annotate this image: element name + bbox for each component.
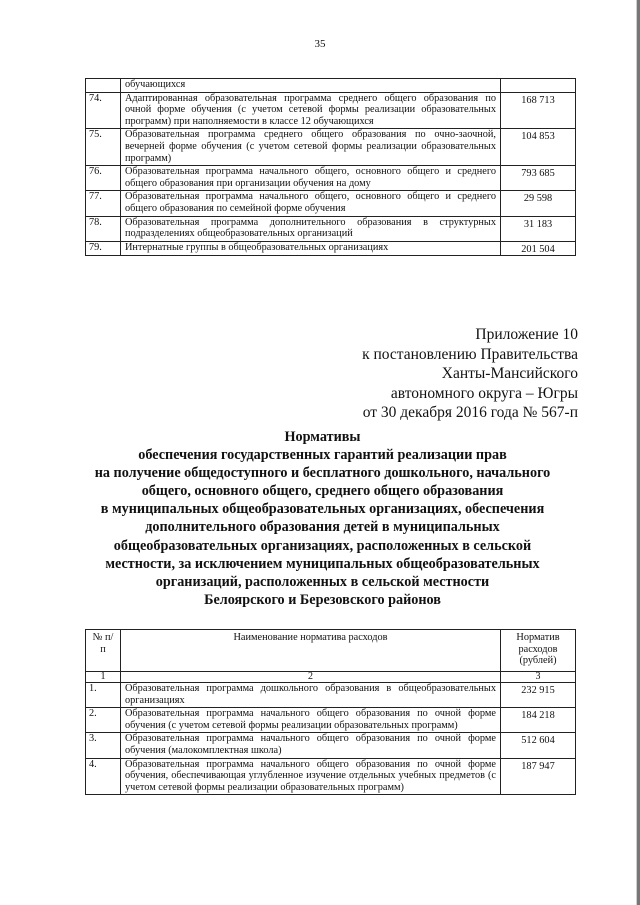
table-row [86, 129, 576, 166]
row-number [86, 79, 121, 93]
attachment-line: от 30 декабря 2016 года № 567-п [362, 404, 578, 421]
title-line: организаций, расположенных в сельской местности [155, 573, 490, 590]
column-index: 1 [86, 672, 121, 683]
row-value: 29 598 [501, 191, 576, 216]
row-name: Образовательная программа начального общего, основного общего и среднего общего образования при организации обучения на дому [121, 166, 501, 191]
header-number: № п/п [86, 630, 121, 672]
column-index: 2 [121, 672, 501, 683]
row-value: 187 947 [501, 758, 576, 795]
title-line: Белоярского и Березовского районов [204, 591, 441, 608]
expense-norms-table [85, 629, 576, 795]
table-row [86, 241, 576, 256]
title-line: Нормативы [284, 429, 361, 445]
table-row [86, 92, 576, 129]
row-value: 184 218 [501, 708, 576, 733]
row-value: 104 853 [501, 129, 576, 166]
title-line: общеобразовательных организациях, расположенных в сельской [113, 537, 532, 554]
row-name: Образовательная программа начального общего образования по очной форме обучения (с учетом сетевой формы реализации образовательных программ) [121, 708, 501, 733]
header-value: Норматив расходов (рублей) [501, 630, 576, 672]
row-value [501, 79, 576, 93]
row-name: Образовательная программа начального общего, основного общего и среднего общего образования по семейной форме обучения [121, 191, 501, 216]
title-line: дополнительного образования детей в муниципальных [145, 519, 500, 536]
row-number: 2. [86, 708, 121, 733]
row-value: 168 713 [501, 92, 576, 129]
attachment-line: автономного округа – Югры [390, 384, 578, 402]
row-value: 232 915 [501, 683, 576, 708]
attachment-header [362, 325, 578, 423]
document-title [60, 428, 585, 609]
row-number: 4. [86, 758, 121, 795]
row-name: Образовательная программа начального общего образования по очной форме обучения, обеспечивающая углубленное изучение отдельных учебных предметов (с учетом сетевой формы реализации образовательных программ) [121, 758, 501, 795]
page-number: 35 [314, 38, 326, 50]
row-number: 3. [86, 733, 121, 758]
title-line: в муниципальных общеобразовательных организациях, обеспечения [100, 501, 545, 518]
table-row [86, 683, 576, 708]
title-line: общего, основного общего, среднего общего образования [141, 483, 504, 500]
row-name: обучающихся [121, 79, 501, 93]
title-line: на получение общедоступного и бесплатного дошкольного, начального [94, 465, 551, 482]
row-number: 78. [86, 216, 121, 241]
expense-norms-table-continued [85, 78, 576, 256]
row-name: Интернатные группы в общеобразовательных организациях [121, 241, 501, 256]
column-index: 3 [501, 672, 576, 683]
row-number: 1. [86, 683, 121, 708]
row-number: 74. [86, 92, 121, 129]
table-row [86, 216, 576, 241]
row-value: 201 504 [501, 241, 576, 256]
row-value: 512 604 [501, 733, 576, 758]
row-name: Образовательная программа дополнительного образования в структурных подразделениях общеобразовательных организаций [121, 216, 501, 241]
row-name: Адаптированная образовательная программа среднего общего образования по очной форме обучения (с учетом сетевой формы реализации образовательных программ) при наполняемости в классе 12 обучающихся [121, 92, 501, 129]
attachment-line: к постановлению Правительства [362, 345, 578, 363]
row-number: 76. [86, 166, 121, 191]
header-name: Наименование норматива расходов [121, 630, 501, 672]
table-row [86, 166, 576, 191]
row-name: Образовательная программа дошкольного образования в общеобразовательных организациях [121, 683, 501, 708]
table-row [86, 191, 576, 216]
table-row [86, 733, 576, 758]
row-value: 31 183 [501, 216, 576, 241]
row-value: 793 685 [501, 166, 576, 191]
title-line: местности, за исключением муниципальных общеобразовательных [105, 555, 540, 572]
row-number: 75. [86, 129, 121, 166]
row-number: 79. [86, 241, 121, 256]
attachment-line: Приложение 10 [475, 326, 578, 343]
column-index-row [86, 672, 576, 683]
table-row [86, 758, 576, 795]
row-name: Образовательная программа начального общего образования по очной форме обучения (малокомплектная школа) [121, 733, 501, 758]
title-line: обеспечения государственных гарантий реализации прав [138, 447, 507, 464]
table-row [86, 708, 576, 733]
row-number: 77. [86, 191, 121, 216]
row-name: Образовательная программа среднего общего образования по очно-заочной, вечерней форме обучения (с учетом сетевой формы реализации образовательных программ) [121, 129, 501, 166]
table-row [86, 79, 576, 93]
attachment-line: Ханты-Мансийского [441, 365, 578, 382]
table-header-row [86, 630, 576, 672]
